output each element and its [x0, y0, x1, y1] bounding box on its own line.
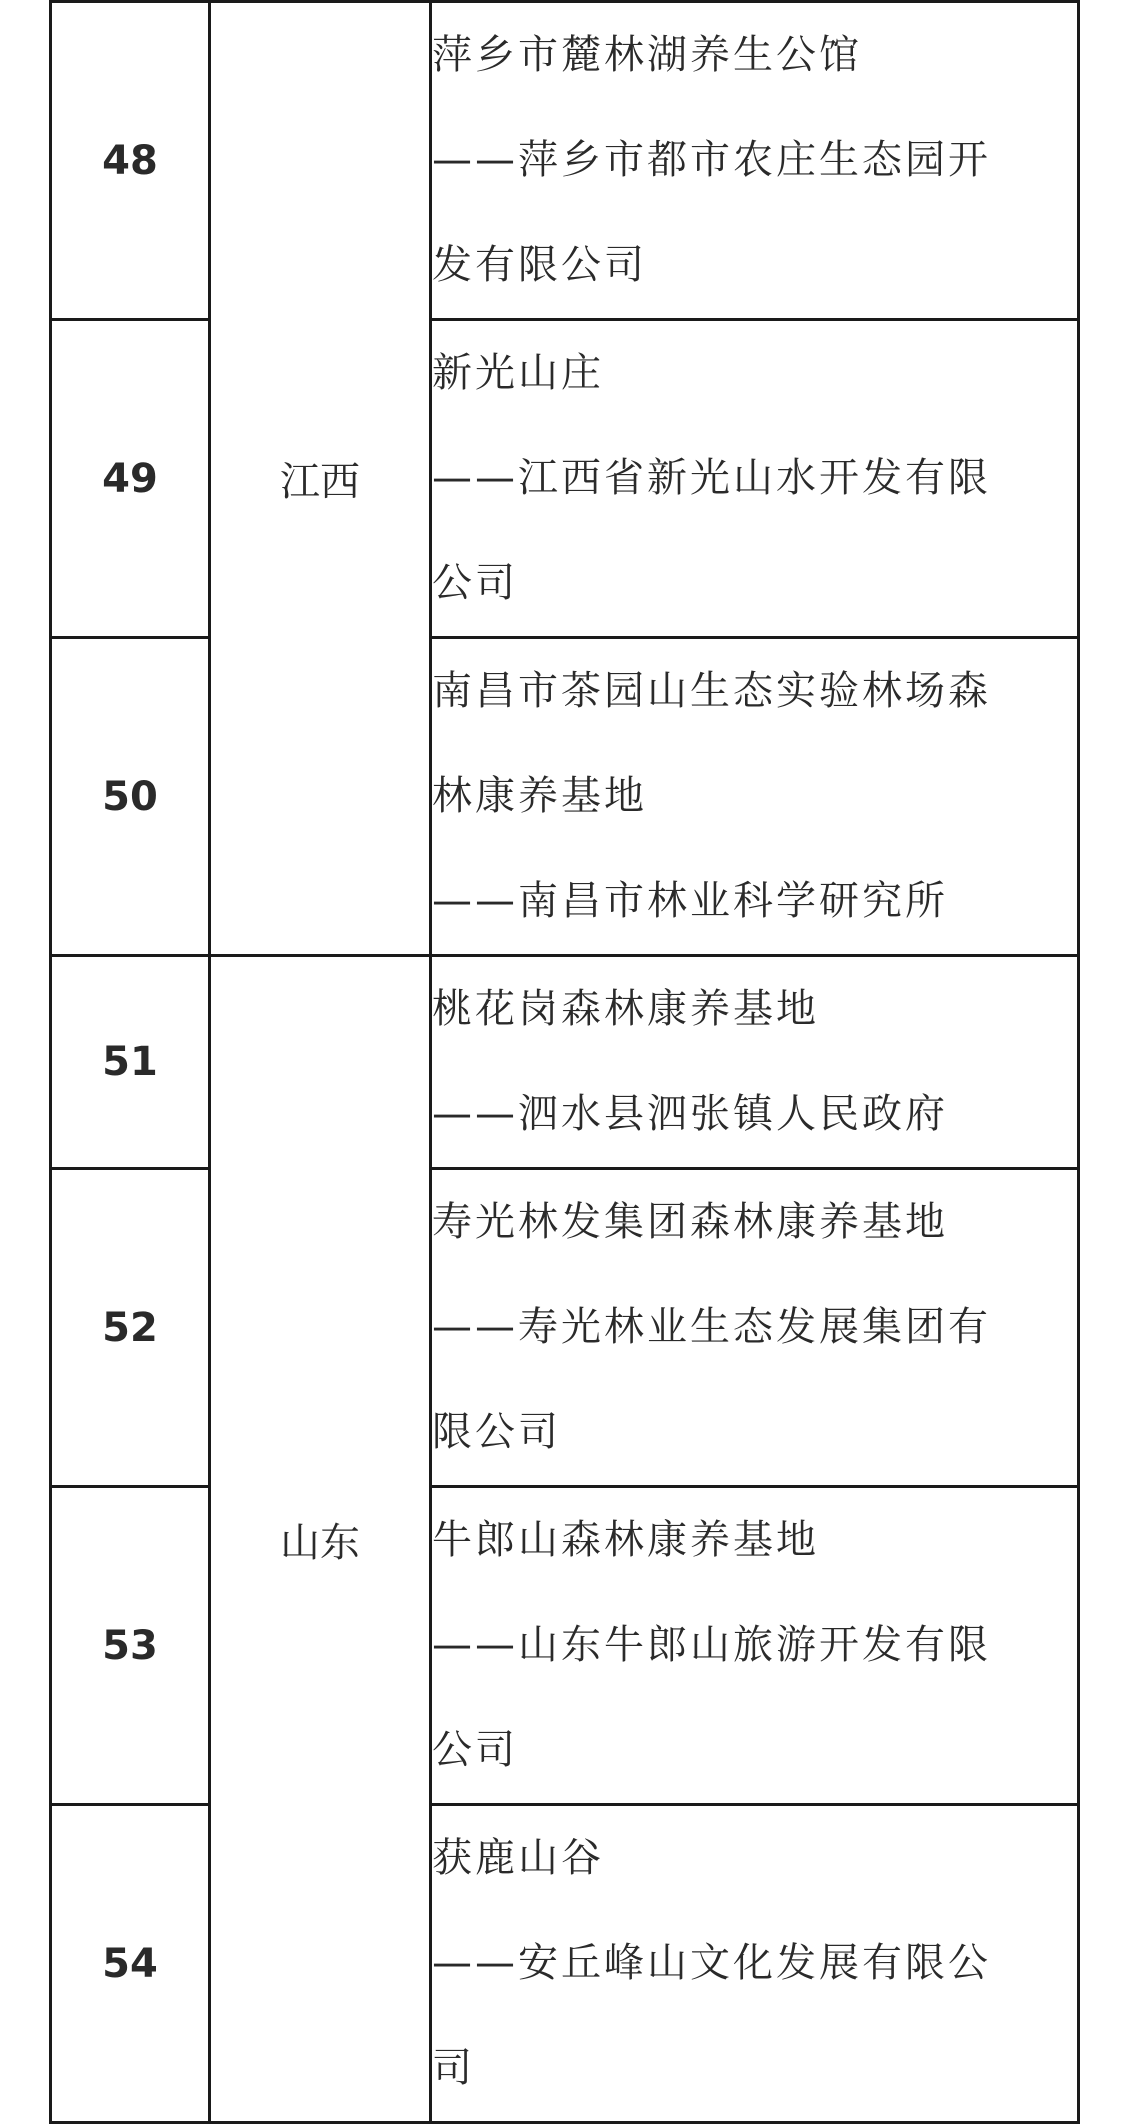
- base-name-line: 南昌市茶园山生态实验林场森: [432, 668, 991, 714]
- operator-line: 司: [432, 2045, 475, 2091]
- operator-line: ——山东牛郎山旅游开发有限: [432, 1622, 991, 1668]
- row-number: 54: [51, 1805, 210, 2123]
- base-name-line: 林康养基地: [432, 773, 647, 819]
- province-cell: 江西: [210, 2, 431, 956]
- operator-line: ——安丘峰山文化发展有限公: [432, 1940, 991, 1986]
- base-name-cell: [431, 638, 1079, 956]
- table-row: [51, 1169, 1079, 1487]
- base-name-line: 寿光林发集团森林康养基地: [432, 1199, 948, 1245]
- table-row: [51, 638, 1079, 956]
- table-row: [51, 1805, 1079, 2123]
- operator-line: 限公司: [432, 1409, 561, 1455]
- row-number: 51: [51, 956, 210, 1169]
- table-row: [51, 320, 1079, 638]
- base-name-cell: [431, 1169, 1079, 1487]
- operator-line: 公司: [432, 560, 518, 606]
- row-number: 50: [51, 638, 210, 956]
- operator-line: ——泗水县泗张镇人民政府: [432, 1091, 948, 1137]
- base-name-cell: [431, 320, 1079, 638]
- table-row: [51, 1487, 1079, 1805]
- table-row: [51, 956, 1079, 1169]
- base-name-line: 获鹿山谷: [432, 1835, 604, 1881]
- table-row: [51, 2, 1079, 320]
- base-name-line: 萍乡市麓林湖养生公馆: [432, 32, 862, 78]
- base-name-line: 桃花岗森林康养基地: [432, 986, 819, 1032]
- operator-line: ——南昌市林业科学研究所: [432, 878, 948, 924]
- base-name-line: 牛郎山森林康养基地: [432, 1517, 819, 1563]
- base-list-table: [49, 0, 1080, 2124]
- operator-line: ——寿光林业生态发展集团有: [432, 1304, 991, 1350]
- base-name-line: 新光山庄: [432, 350, 604, 396]
- base-name-cell: [431, 956, 1079, 1169]
- province-cell: 山东: [210, 956, 431, 2123]
- operator-line: 发有限公司: [432, 242, 647, 288]
- row-number: 49: [51, 320, 210, 638]
- base-name-cell: [431, 2, 1079, 320]
- operator-line: ——萍乡市都市农庄生态园开: [432, 137, 991, 183]
- operator-line: 公司: [432, 1727, 518, 1773]
- base-name-cell: [431, 1805, 1079, 2123]
- row-number: 52: [51, 1169, 210, 1487]
- base-name-cell: [431, 1487, 1079, 1805]
- operator-line: ——江西省新光山水开发有限: [432, 455, 991, 501]
- row-number: 53: [51, 1487, 210, 1805]
- row-number: 48: [51, 2, 210, 320]
